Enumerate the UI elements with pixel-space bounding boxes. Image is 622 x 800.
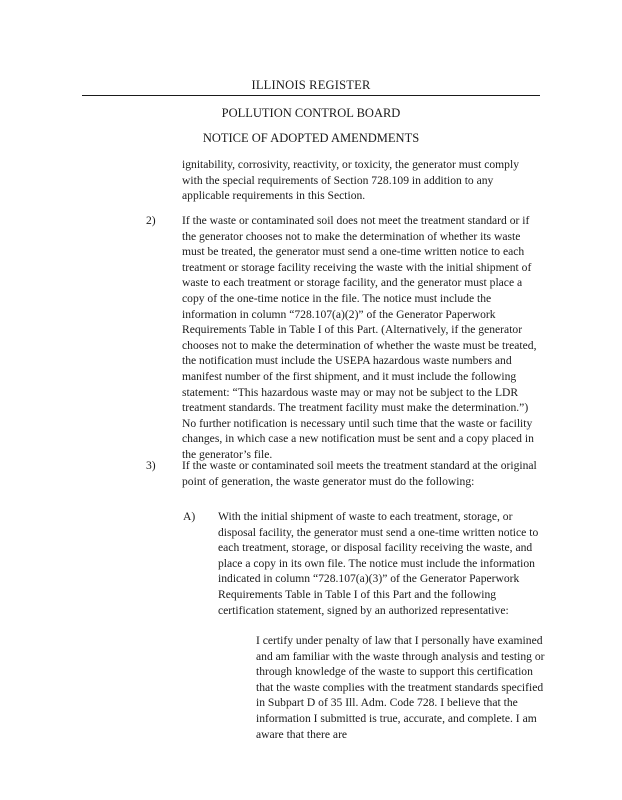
board-name: POLLUTION CONTROL BOARD — [221, 106, 401, 120]
item-3-number: 3) — [146, 459, 156, 472]
item-a-number: A) — [183, 510, 196, 523]
item-3-paragraph: If the waste or contaminated soil meets the treatment standard at the original point of generation, the waste generator must do the following: — [182, 459, 537, 488]
header-divider — [82, 95, 540, 96]
notice-title: NOTICE OF ADOPTED AMENDMENTS — [202, 131, 420, 145]
item-2-paragraph: If the waste or contaminated soil does not meet the treatment standard or if the generator chooses not to make the determination of whether its waste must be treated, the generator must send a one-time written notice to each treatment or storage facility receiving the waste with the initial shipment of waste to each treatment or storage facility, and the generator must place a copy of the one-time notice in the file. The notice must include the information in column “728.107(a)(2)” of the Generator Paperwork Requirements Table in Table I of this Part. (Alternatively, if the generator chooses not to make the determination of whether the waste must be treated, the notification must include the USEPA hazardous waste numbers and manifest number of the first shipment, and it must include the following statement: “This hazardous waste may or may not be subject to the LDR treatment standards. The treatment facility must make the determination.”) No further notification is necessary until such time that the waste or facility changes, in which case a new notification must be sent and a copy placed in the generator’s file. — [182, 214, 537, 461]
item-a-paragraph: With the initial shipment of waste to each treatment, storage, or disposal facility, the generator must send a one-time written notice to each treatment, storage, or disposal facility receiving the waste, and place a copy in its own file. The notice must include the information indicated in column “728.107(a)(3)” of the Generator Paperwork Requirements Table in Table I of this Part and the following certification statement, signed by an authorized representative: — [218, 510, 539, 617]
certification-statement: I certify under penalty of law that I personally have examined and am familiar with the waste through analysis and testing or through knowledge of the waste to support this certification that the waste complies with the treatment standards specified in Subpart D of 35 Ill. Adm. Code 728. I believe that the information I submitted is true, accurate, and complete. I am aware that there are — [256, 634, 545, 741]
register-title: ILLINOIS REGISTER — [251, 78, 371, 92]
item-2-number: 2) — [146, 214, 156, 227]
continued-paragraph: ignitability, corrosivity, reactivity, or toxicity, the generator must comply with the special requirements of Section 728.109 in addition to any applicable requirements in this Section. — [182, 158, 519, 203]
